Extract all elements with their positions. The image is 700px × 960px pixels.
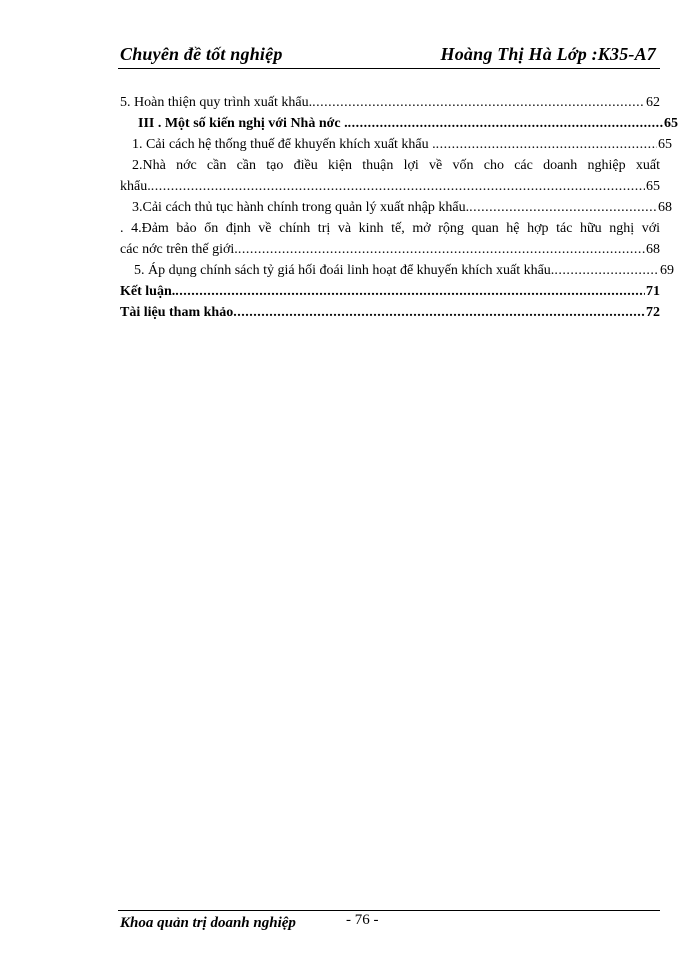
toc-page-number: 65 [646, 179, 660, 194]
dot-leader [233, 302, 645, 323]
toc-page-number: 62 [646, 95, 660, 110]
toc-page-number: 68 [646, 242, 660, 257]
toc-page-number: 69 [660, 263, 674, 278]
toc-entry-title: Kết luận. [120, 284, 176, 299]
toc-entry[interactable] [120, 134, 672, 155]
dot-leader [554, 260, 659, 281]
toc-entry[interactable] [120, 218, 660, 260]
toc-page-number: 65 [664, 116, 678, 131]
toc-entry-title: các nớc trên thế giới. [120, 242, 238, 257]
dot-leader [151, 176, 645, 197]
dot-leader [436, 134, 657, 155]
page-header [118, 42, 660, 69]
toc-entry[interactable] [120, 302, 660, 323]
toc-entry[interactable] [120, 281, 660, 302]
dot-leader [175, 281, 645, 302]
toc-entry-title: 3.Cải cách thủ tục hành chính trong quản lý xuất nhập khẩu. [132, 200, 470, 215]
page-footer [118, 910, 660, 941]
table-of-contents [120, 92, 678, 323]
toc-page-number: 72 [646, 305, 660, 320]
toc-entry[interactable] [120, 113, 678, 134]
dot-leader [238, 239, 645, 260]
toc-entry-title: khẩu. [120, 179, 151, 194]
toc-page-number: 71 [646, 284, 660, 299]
footer-faculty: Khoa quản trị doanh nghiệp [120, 915, 296, 931]
dot-leader [312, 92, 645, 113]
toc-entry[interactable] [120, 92, 660, 113]
toc-entry[interactable] [120, 260, 674, 281]
header-author-class: Hoàng Thị Hà Lớp :K35-A7 [440, 44, 656, 64]
footer-page-number: - 76 - [346, 912, 379, 928]
header-title: Chuyên đề tốt nghiệp [120, 44, 283, 64]
dot-leader [348, 113, 663, 134]
toc-page-number: 68 [658, 200, 672, 215]
toc-entry-title: 5. Hoàn thiện quy trình xuất khẩu. [120, 95, 313, 110]
toc-entry-title-line1: . 4.Đảm bảo ổn định về chính trị và kinh tế, mở rộng quan hệ hợp tác hữu nghị với [120, 221, 660, 236]
toc-entry[interactable] [120, 155, 660, 197]
toc-page-number: 65 [658, 137, 672, 152]
toc-entry[interactable] [120, 197, 672, 218]
toc-entry-title-line1: 2.Nhà nớc cần cần tạo điều kiện thuận lợi về vốn cho các doanh nghiệp xuất [132, 158, 660, 173]
toc-entry-title: 1. Cải cách hệ thống thuế để khuyến khích xuất khẩu . [132, 137, 436, 152]
dot-leader [469, 197, 657, 218]
toc-entry-title: 5. Áp dụng chính sách tỷ giá hối đoái linh hoạt để khuyến khích xuất khẩu. [134, 263, 555, 278]
toc-entry-title: III . Một số kiến nghị với Nhà nớc . [138, 116, 348, 131]
toc-entry-title: Tài liệu tham khảo [120, 305, 234, 320]
